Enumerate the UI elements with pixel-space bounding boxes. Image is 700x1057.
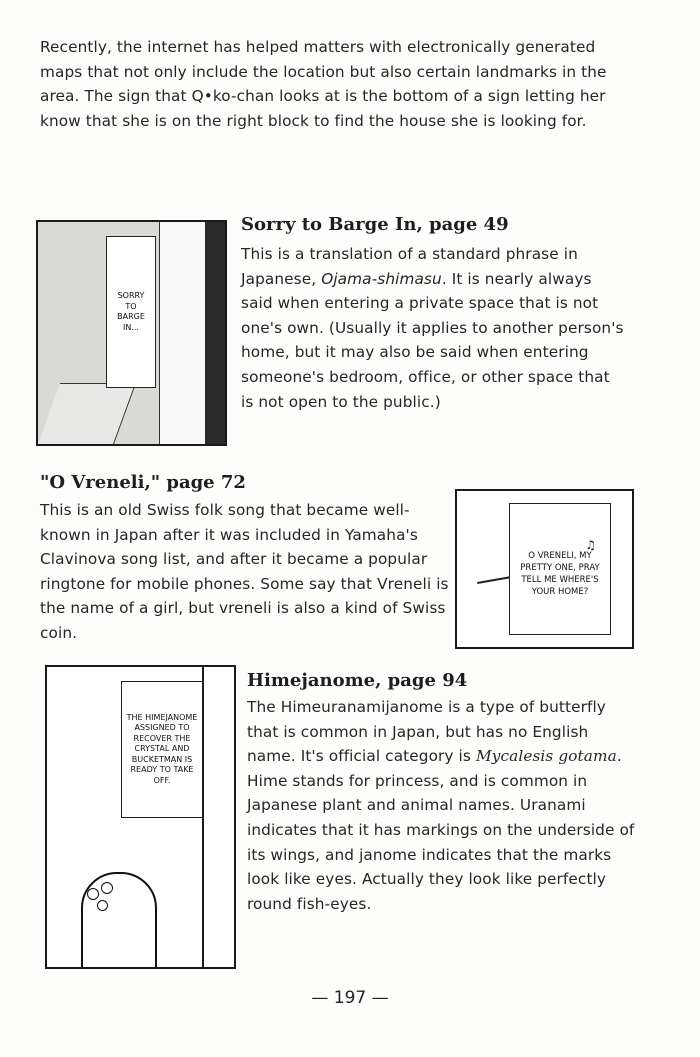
note-text-vreneli: This is an old Swiss folk song that became well-known in Japan after it was included in Yamaha's Clavinova song list, and after it became a popular ringtone for mobile phones. Some say that Vreneli is the name of a girl, but vreneli is also a kind of Swiss coin. (40, 501, 449, 642)
text: The Himeuranamijanome is a type of butterfly that is common in Japan, but has no English name. It's official category is (247, 698, 606, 766)
italic-term: Mycalesis gotama (475, 747, 617, 766)
eye (101, 882, 113, 894)
manga-panel-sorry (36, 220, 227, 446)
text: . It is nearly always said when entering a private space that is not one's own. (Usually it applies to another person's home, but it may also be said when entering someone's bedroom, office, or other space that is not open to the public.) (241, 269, 624, 411)
eye (87, 888, 99, 900)
bubble-tail (477, 576, 512, 584)
eye (97, 900, 108, 911)
note-text-sorry (241, 242, 626, 414)
note-title-himejanome: Himejanome, page 94 (247, 670, 468, 691)
speech-bubble (509, 503, 611, 635)
music-note-icon: ♫ (585, 537, 596, 552)
page-number: — 197 — (311, 988, 389, 1008)
panel-door (159, 222, 205, 444)
manga-panel-vreneli (455, 489, 634, 649)
speech-bubble (121, 681, 203, 818)
speech-text: SORRY TO BARGE IN... (117, 291, 145, 332)
text: . Hime stands for princess, and is common in Japanese plant and animal names. Uranami indicates that it has markings on the underside of its wings, and janome indicates that the marks look like eyes. Actually they look like perfectly round fish-eyes. (247, 747, 635, 913)
speech-text: O VRENELI, MY PRETTY ONE, PRAY TELL ME WHERE'S YOUR HOME? (520, 551, 600, 598)
note-title-vreneli: "O Vreneli," page 72 (40, 472, 246, 493)
note-title-sorry: Sorry to Barge In, page 49 (241, 214, 509, 235)
note-text-himejanome (247, 695, 637, 916)
italic-term: Ojama-shimasu (321, 269, 442, 288)
panel-sink (38, 383, 136, 444)
panel-wall (205, 222, 225, 444)
character-himejanome (81, 872, 157, 969)
speech-text: THE HIMEJANOME ASSIGNED TO RECOVER THE CRYSTAL AND BUCKETMAN IS READY TO TAKE OFF. (126, 712, 198, 785)
speech-bubble (106, 236, 156, 388)
text: This is a translation of a standard phrase in Japanese, (241, 245, 578, 288)
manga-panel-himejanome (45, 665, 236, 969)
intro-paragraph: Recently, the internet has helped matters with electronically generated maps that not only include the location but also certain landmarks in the area. The sign that Q•ko-chan looks at is the bottom of a sign letting her know that she is on the right block to find the house she is looking for. (40, 38, 607, 130)
